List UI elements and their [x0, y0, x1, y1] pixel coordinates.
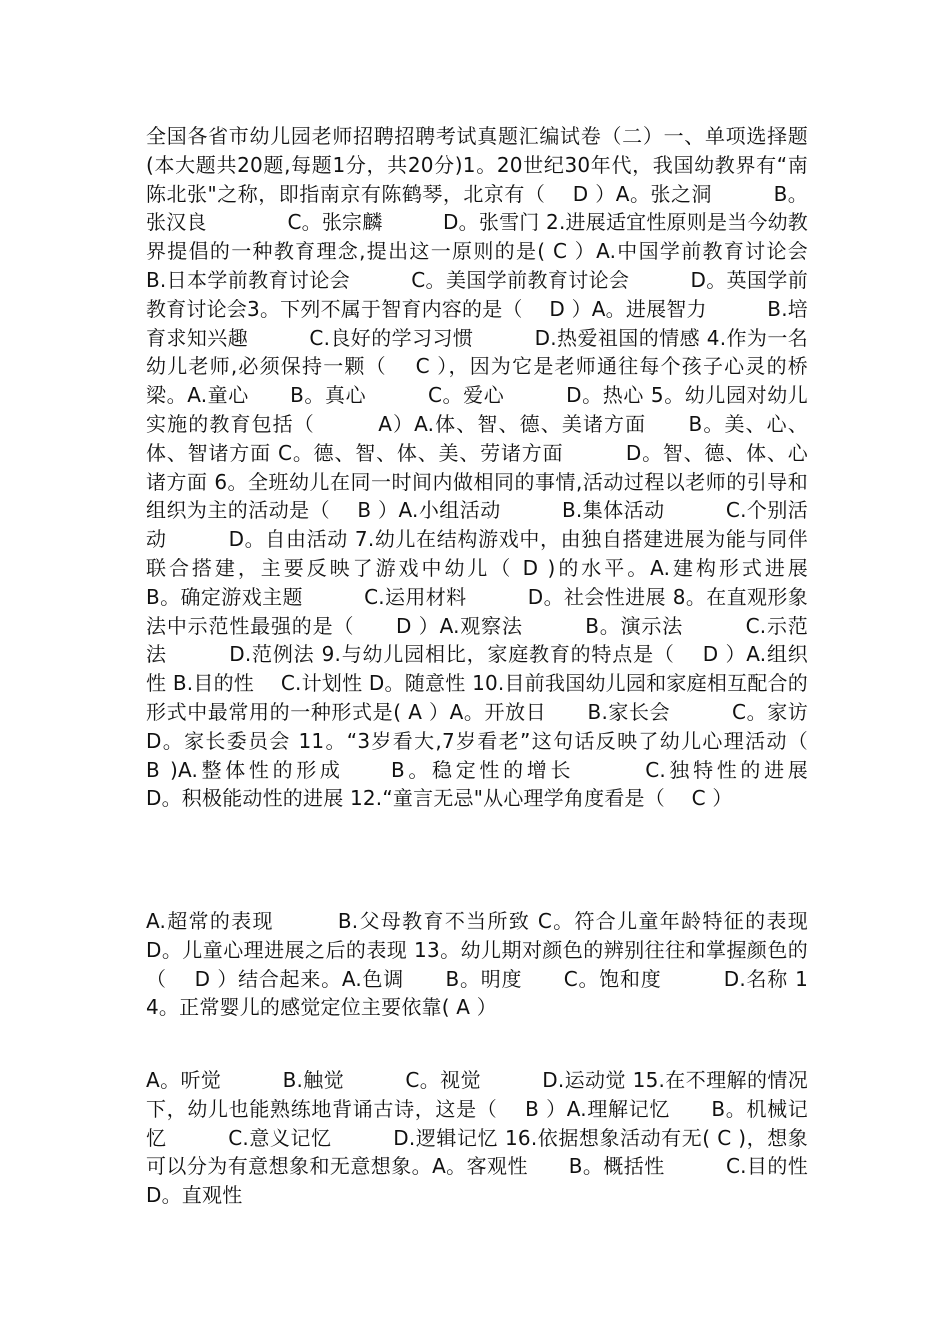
- paragraph-1: 全国各省市幼儿园老师招聘招聘考试真题汇编试卷（二）一、单项选择题(本大题共20题,每题1分，共20分)1。20世纪30年代，我国幼教界有“南陈北张"之称，即指南京有陈鹤琴，北京有（ D ）A。张之洞 B。张汉良 C。张宗麟 D。张雪门 2.进展适宜性原则是当今幼教界提倡的一种教育理念,提出这一原则的是( C ）A.中国学前教育讨论会 B.日本学前教育讨论会 C。美国学前教育讨论会 D。英国学前教育讨论会3。下列不属于智育内容的是（ D ）A。进展智力 B.培育求知兴趣 C.良好的学习习惯 D.热爱祖国的情感 4.作为一名幼儿老师,必须保持一颗（ C ），因为它是老师通往每个孩子心灵的桥梁。A.童心 B。真心 C。爱心 D。热心 5。幼儿园对幼儿实施的教育包括（ A）A.体、智、德、美诸方面 B。美、心、体、智诸方面 C。德、智、体、美、劳诸方面 D。智、德、体、心诸方面 6。全班幼儿在同一时间内做相同的事情,活动过程以老师的引导和组织为主的活动是（ B ）A.小组活动 B.集体活动 C.个别活动 D。自由活动 7.幼儿在结构游戏中，由独自搭建进展为能与同伴联合搭建，主要反映了游戏中幼儿（ D )的水平。A.建构形式进展 B。确定游戏主题 C.运用材料 D。社会性进展 8。在直观形象法中示范性最强的是（ D ）A.观察法 B。演示法 C.示范法 D.范例法 9.与幼儿园相比，家庭教育的特点是（ D ）A.组织性 B.目的性 C.计划性 D。随意性 10.目前我国幼儿园和家庭相互配合的形式中最常用的一种形式是( A ）A。开放日 B.家长会 C。家访 D。家长委员会 11。“3岁看大,7岁看老”这句话反映了幼儿心理活动（ B )A.整体性的形成 B。稳定性的增长 C.独特性的进展 D。积极能动性的进展 12.“童言无忌"从心理学角度看是（ C ）: [146, 124, 869, 811]
- paragraph-2: A.超常的表现 B.父母教育不当所致 C。符合儿童年龄特征的表现 D。儿童心理进展之后的表现 13。幼儿期对颜色的辨别往往和掌握颜色的（ D ）结合起来。A.色调 B。明度 C。饱和度 D.名称 14。正常婴儿的感觉定位主要依靠( A ）: [146, 909, 849, 1020]
- paragraph-3: A。听觉 B.触觉 C。视觉 D.运动觉 15.在不理解的情况下，幼儿也能熟练地背诵古诗，这是（ B ）A.理解记忆 B。机械记忆 C.意义记忆 D.逻辑记忆 16.依据想象活动有无( C )，想象可以分为有意想象和无意想象。A。客观性 B。概括性 C.目的性 D。直观性: [146, 1068, 869, 1208]
